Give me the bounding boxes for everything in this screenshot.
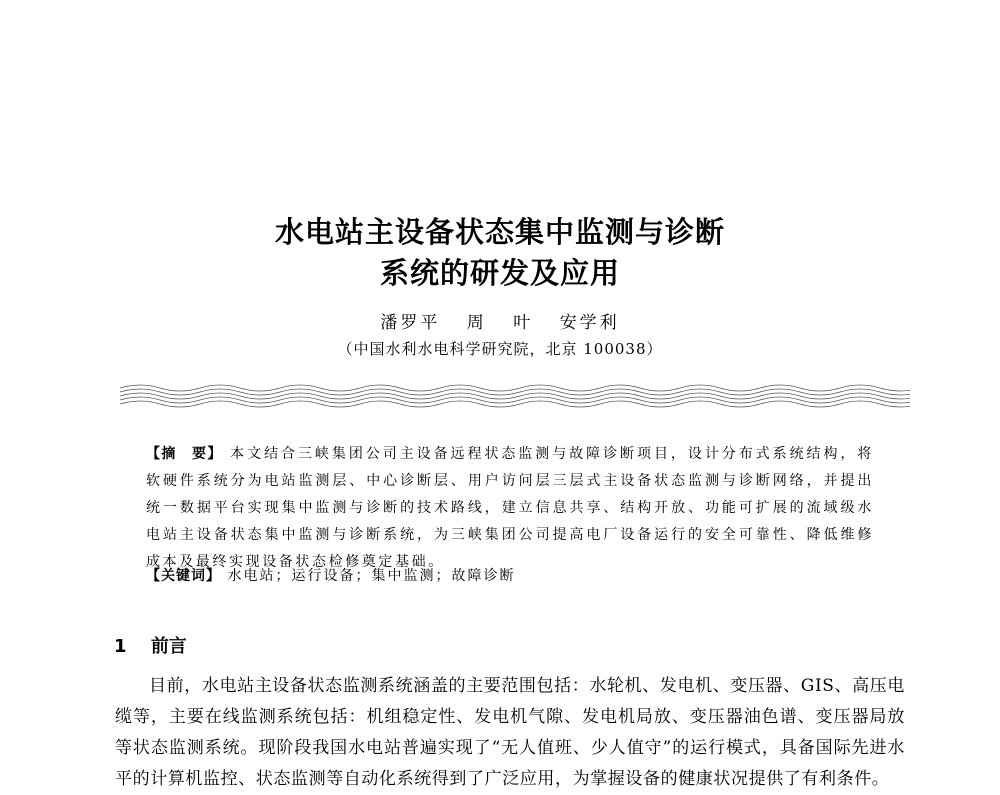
body-paragraph: 目前，水电站主设备状态监测系统涵盖的主要范围包括：水轮机、发电机、变压器、GIS、高压电缆等，主要在线监测系统包括：机组稳定性、发电机气隙、发电机局放、变压器油色谱、变压器局放等状态监测系统。现阶段我国水电站普遍实现了“无人值班、少人值守”的运行模式，具备国际先进水平的计算机监控、状态监测等自动化系统得到了广泛应用，为掌握设备的健康状况提供了有利条件。 [115,676,905,789]
author-list: 潘罗平 周 叶 安学利 [380,313,620,333]
decorative-wave-divider [120,380,910,410]
keywords [146,565,874,585]
abstract [146,441,874,576]
abstract-text: 本文结合三峡集团公司主设备远程状态监测与故障诊断项目，设计分布式系统结构，将软硬件系统分为电站监测层、中心诊断层、用户访问层三层式主设备状态监测与诊断网络，并提出统一数据平台实现集中监测与诊断的技术路线，建立信息共享、结构开放、功能可扩展的流域级水电站主设备状态集中监测与诊断系统，为三峡集团公司提高电厂设备运行的安全可靠性、降低维修成本及最终实现设备状态检修奠定基础。 [146,446,874,570]
keywords-label: 【关键词】 [146,568,221,584]
paper-title-line-2: 系统的研发及应用 [379,256,620,290]
section-title: 前言 [150,636,187,657]
section-number: 1 [114,636,127,657]
section-heading [114,632,187,658]
paper-title-line-1: 水电站主设备状态集中监测与诊断 [274,215,725,249]
abstract-label: 【摘 要】 [146,446,223,462]
author-affiliation: （中国水利水电科学研究院，北京 100038） [337,340,663,358]
keywords-text: 水电站；运行设备；集中监测；故障诊断 [227,568,516,584]
